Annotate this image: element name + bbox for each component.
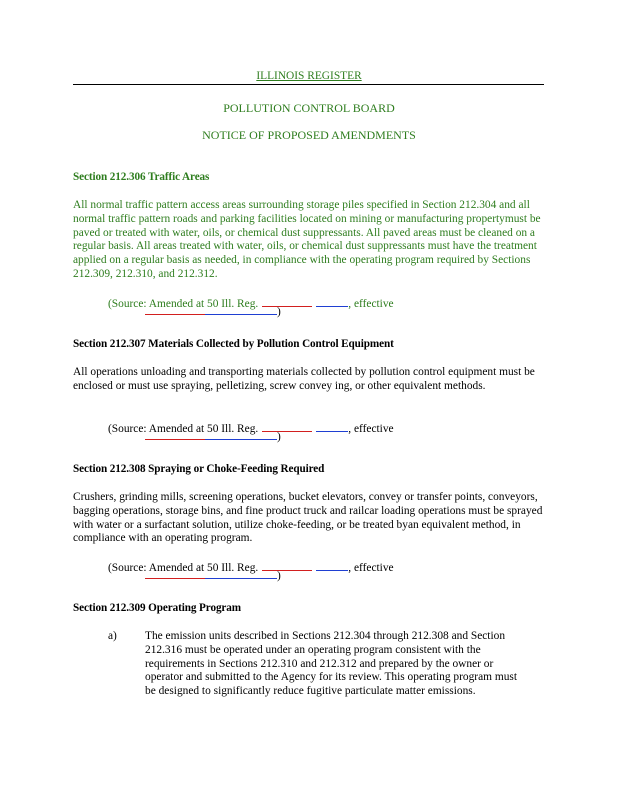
section-body: Crushers, grinding mills, screening operations, bucket elevators, convey or transfer points, conveyors, bagging operations, storage bins, and fine product truck and railcar loading operations must be sprayed with water or a surfactant solution, utilize choke-feeding, or be treated byan equivalent method, in compliance with an operating program.	[73, 491, 543, 545]
source-note: (Source: Amended at 50 Ill. Reg. , effective	[108, 423, 394, 435]
source-note: (Source: Amended at 50 Ill. Reg. , effective	[108, 562, 394, 574]
source-note-line2: )	[145, 306, 281, 318]
section-heading: Section 212.308 Spraying or Choke-Feeding Required	[73, 463, 325, 475]
section-heading: Section 212.309 Operating Program	[73, 602, 242, 614]
source-note-line2: )	[145, 431, 281, 443]
source-note: (Source: Amended at 50 Ill. Reg. , effective	[108, 298, 394, 310]
source-note-line2: )	[145, 570, 281, 582]
section-heading: Section 212.307 Materials Collected by Pollution Control Equipment	[73, 338, 394, 350]
section-heading: Section 212.306 Traffic Areas	[73, 171, 210, 183]
board-title: POLLUTION CONTROL BOARD	[223, 101, 395, 115]
section-body: All normal traffic pattern access areas surrounding storage piles specified in Section 212.304 and all normal traffic pattern roads and parking facilities located on mining or manufacturing propertymust be paved or treated with water, oils, or chemical dust suppressants. All paved areas must be cleaned on a regular basis. All areas treated with water, oils, or chemical dust suppressants must have the treatment applied on a regular basis as needed, in compliance with the operating program required by Sections 212.309, 212.310, and 212.312.	[73, 199, 541, 280]
list-item-label: a)	[108, 630, 117, 642]
list-item-text: The emission units described in Sections 212.304 through 212.308 and Section 212.316 must be operated under an operating program consistent with the requirements in Sections 212.310 and 212.312 and prepared by the owner or operator and submitted to the Agency for its review. This operating program must be designed to significantly reduce fugitive particulate matter emissions.	[145, 630, 518, 698]
section-body: All operations unloading and transporting materials collected by pollution control equipment must be enclosed or must use spraying, pelletizing, screw convey ing, or other equivalent methods.	[73, 366, 535, 392]
notice-title: NOTICE OF PROPOSED AMENDMENTS	[202, 128, 416, 142]
header-rule	[73, 84, 544, 85]
register-title: ILLINOIS REGISTER	[256, 70, 362, 82]
